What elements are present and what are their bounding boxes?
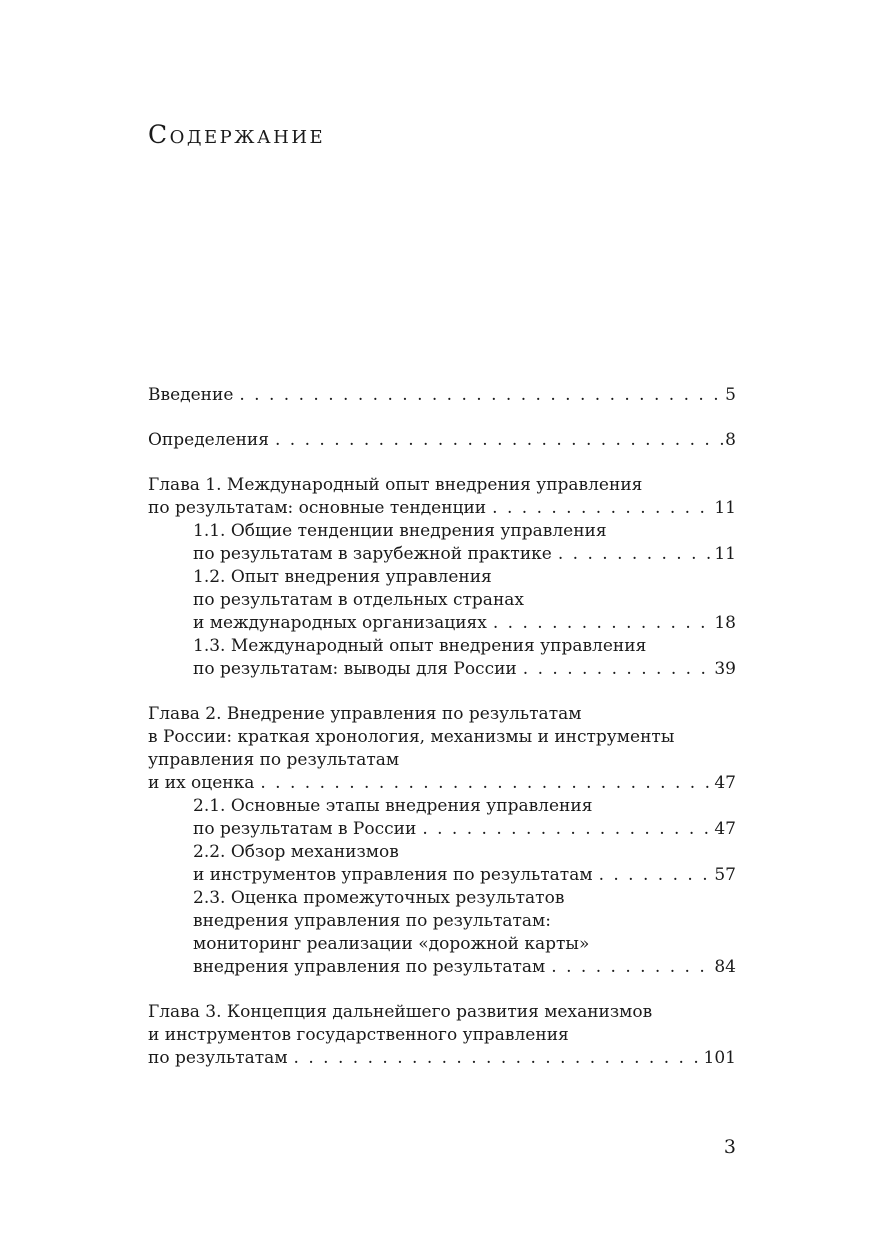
toc-page-number: 5 [725,385,736,405]
dot-leader [552,543,715,566]
toc-entry-text: и инструментов государственного управления [148,1025,569,1045]
toc-entry-text: мониторинг реализации «дорожной карты» [193,934,590,954]
toc-entry-text: по результатам в зарубежной практике [193,544,552,564]
dot-leader [517,658,715,681]
dot-leader [269,429,725,452]
toc-entry-section-2-1[interactable] [193,795,736,841]
toc-entry-text: управления по результатам [148,750,400,770]
dot-leader [233,384,725,407]
toc-entry-text: и инструментов управления по результатам [193,865,593,885]
toc-entry-text: 1.2. Опыт внедрения управления [193,567,492,587]
toc-entry-text: Определения [148,430,269,450]
toc-entry-chapter-2[interactable] [148,703,736,795]
toc-entry-definitions[interactable] [148,429,736,452]
toc-page-number: 84 [714,957,736,977]
toc-entry-text: 1.1. Общие тенденции внедрения управления [193,521,607,541]
toc-entry-text: по результатам в России [193,819,417,839]
toc-entry-text: Введение [148,385,234,405]
toc-entry-section-1-3[interactable] [193,635,736,681]
dot-leader [416,818,714,841]
toc-entry-intro[interactable] [148,384,736,407]
toc-entry-text: по результатам: основные тенденции [148,498,487,518]
toc-entry-chapter-3[interactable] [148,1001,736,1070]
toc-entry-text: 2.1. Основные этапы внедрения управления [193,796,593,816]
toc-page-number: 18 [714,613,736,633]
toc-entry-text: Глава 1. Международный опыт внедрения управления [148,475,643,495]
toc-entry-text: внедрения управления по результатам: [193,911,552,931]
toc-entry-section-2-2[interactable] [193,841,736,887]
dot-leader [487,612,715,635]
toc-entry-text: по результатам [148,1048,288,1068]
dot-leader [254,772,714,795]
toc-entry-text: Глава 2. Внедрение управления по результатам [148,704,582,724]
toc-page-number: 39 [714,659,736,679]
toc-entry-text: и международных организациях [193,613,487,633]
table-of-contents [148,384,736,1092]
toc-entry-text: по результатам в отдельных странах [193,590,524,610]
dot-leader [545,956,714,979]
toc-entry-section-2-3[interactable] [193,887,736,979]
toc-section-list [148,520,736,681]
toc-chapter-1 [148,474,736,681]
toc-page-number: 57 [714,865,736,885]
dot-leader [593,864,715,887]
toc-entry-text: внедрения управления по результатам [193,957,546,977]
toc-entry-text: 1.3. Международный опыт внедрения управления [193,636,647,656]
page-number: 3 [723,1136,736,1158]
toc-page-number: 11 [714,498,736,518]
toc-page-number: 47 [714,819,736,839]
toc-page-number: 101 [703,1048,736,1068]
toc-entry-text: 2.2. Обзор механизмов [193,842,399,862]
toc-entry-text: по результатам: выводы для России [193,659,517,679]
toc-page-number: 8 [725,430,736,450]
toc-entry-text: и их оценка [148,773,255,793]
toc-entry-text: 2.3. Оценка промежуточных результатов [193,888,565,908]
toc-chapter-2 [148,703,736,979]
toc-entry-text: в России: краткая хронология, механизмы и инструменты [148,727,675,747]
dot-leader [288,1047,704,1070]
toc-entry-section-1-2[interactable] [193,566,736,635]
toc-section-list [148,795,736,979]
toc-page-number: 47 [714,773,736,793]
toc-entry-section-1-1[interactable] [193,520,736,566]
page-title: Содержание [148,120,326,149]
toc-entry-text: Глава 3. Концепция дальнейшего развития механизмов [148,1002,653,1022]
toc-page-number: 11 [714,544,736,564]
toc-entry-chapter-1[interactable] [148,474,736,520]
dot-leader [486,497,714,520]
